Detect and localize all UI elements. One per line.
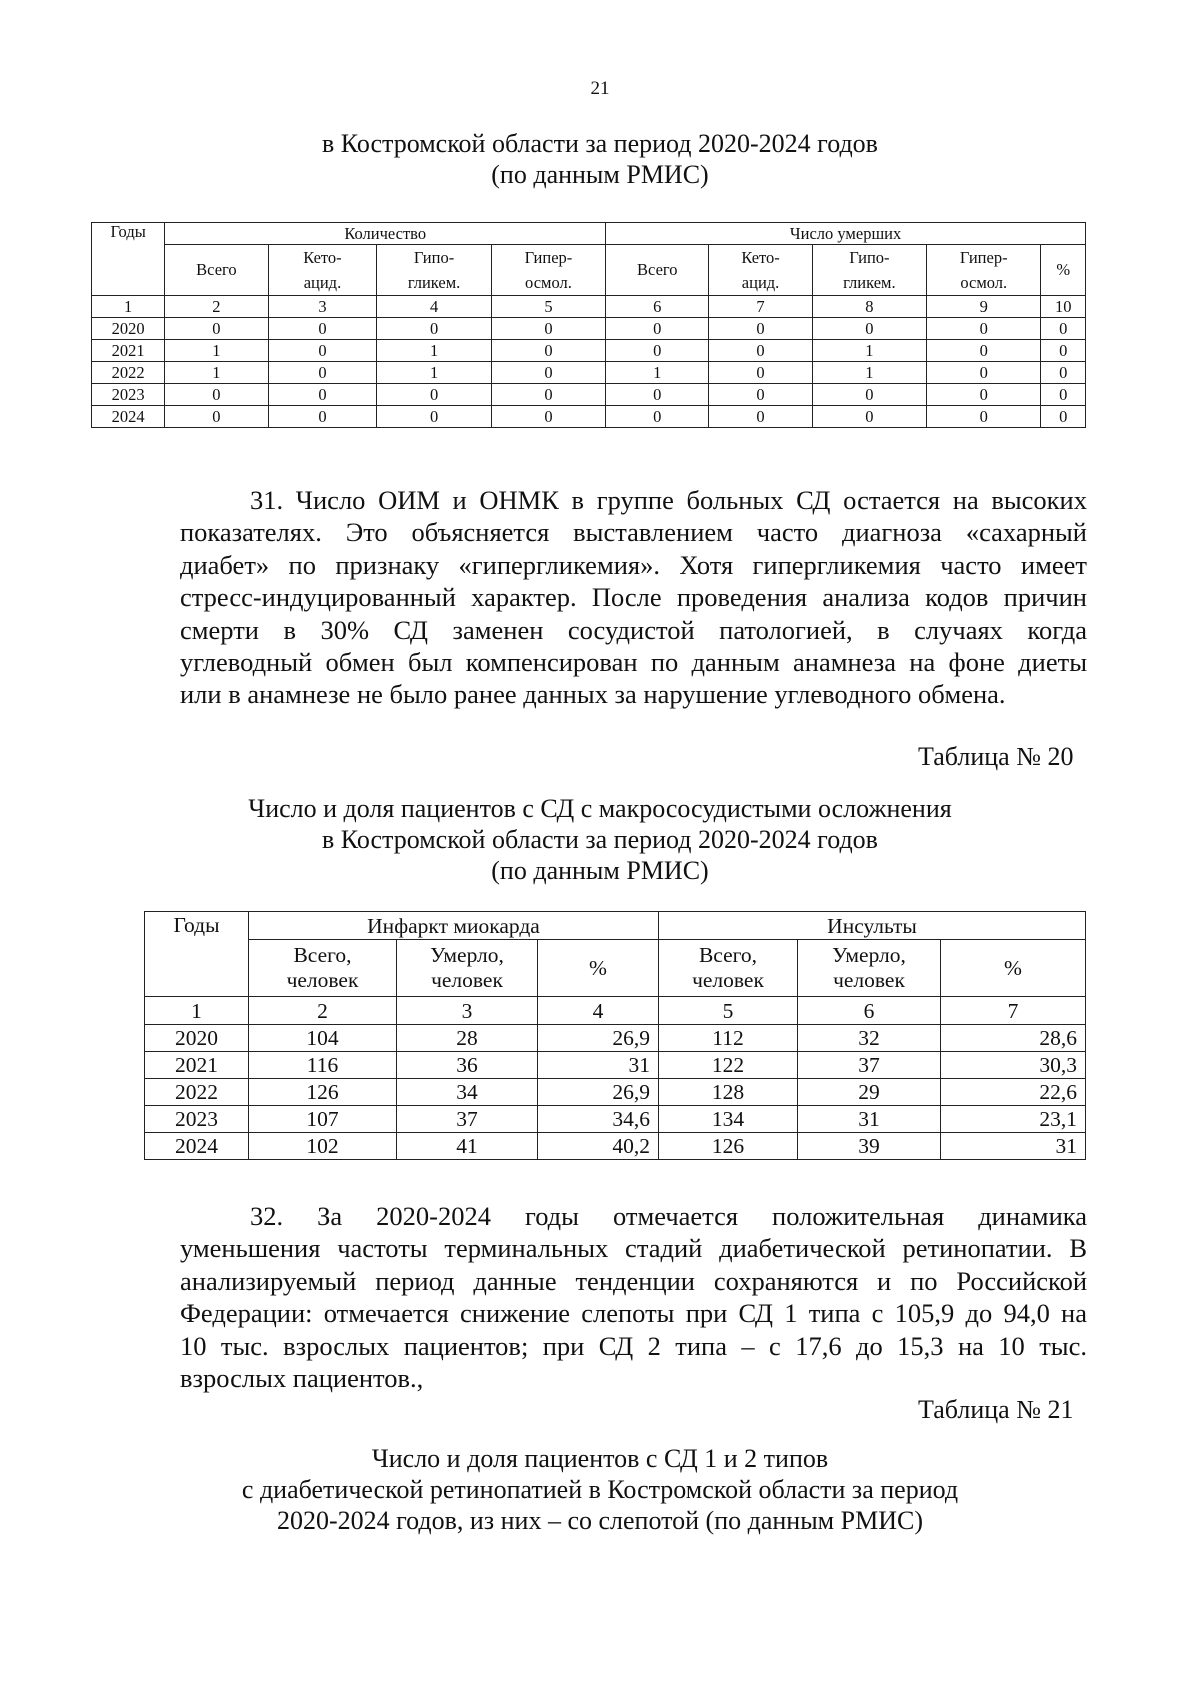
caption-line: с диабетической ретинопатией в Костромской области за период (241, 1475, 959, 1504)
paragraph-line: смерти в 30% СД заменен сосудистой патологией, в случаях когда (180, 614, 1087, 645)
column-number: 7 (941, 997, 1086, 1025)
subheader-cell: Гипо- гликем. (377, 245, 491, 296)
table-row (145, 1052, 1086, 1079)
table-cell: 0 (268, 340, 377, 362)
caption-line: Число и доля пациентов с СД с макрососудистыми осложнения (248, 794, 952, 823)
table-cell: 40,2 (538, 1133, 659, 1160)
table-row (145, 1133, 1086, 1160)
table-cell: 0 (377, 406, 491, 428)
column-number: 2 (165, 296, 268, 318)
subheader-cell: Гипер- осмол. (927, 245, 1041, 296)
column-number: 7 (709, 296, 812, 318)
column-number: 10 (1041, 296, 1086, 318)
table-cell: 0 (927, 340, 1041, 362)
table-cell: 0 (491, 406, 605, 428)
table-cell: 102 (249, 1133, 397, 1160)
table-cell: 0 (812, 406, 926, 428)
table-row (92, 406, 1086, 428)
column-number: 9 (927, 296, 1041, 318)
table20-caption (0, 793, 1200, 886)
paragraph-line: углеводный обмен был компенсирован по данным анамнеза на фоне диеты (180, 646, 1087, 677)
table-cell: 1 (377, 362, 491, 384)
table-cell: 0 (165, 384, 268, 406)
table-cell: 41 (397, 1133, 538, 1160)
caption-line: (по данным РМИС) (491, 856, 709, 885)
subheader-cell: % (1041, 245, 1086, 296)
table-cell: 0 (812, 318, 926, 340)
table-cell: 0 (1041, 318, 1086, 340)
column-number: 3 (268, 296, 377, 318)
table-cell: 26,9 (538, 1079, 659, 1106)
paragraph-line: взрослых пациентов., (180, 1362, 424, 1393)
table-cell: 31 (798, 1106, 941, 1133)
column-number: 8 (812, 296, 926, 318)
table-cell: 126 (659, 1133, 798, 1160)
header-mi: Инфаркт миокарда (249, 912, 659, 940)
table-cell: 1 (165, 340, 268, 362)
table-cell: 1 (812, 362, 926, 384)
table-cell: 1 (377, 340, 491, 362)
table-cell: 0 (165, 318, 268, 340)
subheader-cell: Гипо- гликем. (812, 245, 926, 296)
table-cell: 32 (798, 1025, 941, 1052)
table-row (92, 340, 1086, 362)
header-count: Количество (165, 223, 606, 245)
column-number: 2 (249, 997, 397, 1025)
table-cell: 29 (798, 1079, 941, 1106)
caption-line: Число и доля пациентов с СД 1 и 2 типов (371, 1444, 829, 1473)
paragraph-line: уменьшения частоты терминальных стадий диабетической ретинопатии. В (180, 1233, 1087, 1264)
table-cell: 0 (377, 318, 491, 340)
table-row (145, 1079, 1086, 1106)
table-cell: 0 (709, 362, 812, 384)
table21-caption (0, 1443, 1200, 1536)
subheader-cell: Кето- ацид. (709, 245, 812, 296)
column-number: 4 (377, 296, 491, 318)
table21-label: Таблица № 21 (918, 1395, 1074, 1424)
subheader-cell: % (941, 940, 1086, 997)
paragraph-line: 31. Число ОИМ и ОНМК в группе больных СД остается на высоких (250, 485, 1087, 515)
column-number: 6 (606, 296, 709, 318)
table-cell: 0 (1041, 384, 1086, 406)
table-row (92, 384, 1086, 406)
table-cell: 37 (397, 1106, 538, 1133)
column-number: 6 (798, 997, 941, 1025)
header-years: Годы (92, 223, 165, 296)
table-row (145, 1106, 1086, 1133)
year-cell: 2023 (92, 384, 165, 406)
table-cell: 0 (606, 384, 709, 406)
table-row (145, 1025, 1086, 1052)
table-cell: 26,9 (538, 1025, 659, 1052)
table-cell: 107 (249, 1106, 397, 1133)
table-cell: 0 (709, 384, 812, 406)
subheader-cell: Всего (606, 245, 709, 296)
subheader-cell: Кето- ацид. (268, 245, 377, 296)
table-row (92, 362, 1086, 384)
caption-line: (по данным РМИС) (491, 160, 709, 189)
column-number: 3 (397, 997, 538, 1025)
table-cell: 0 (491, 384, 605, 406)
table-cell: 134 (659, 1106, 798, 1133)
table-cell: 112 (659, 1025, 798, 1052)
year-cell: 2023 (145, 1106, 249, 1133)
year-cell: 2024 (92, 406, 165, 428)
column-number: 5 (491, 296, 605, 318)
paragraph-line: диабет» по признаку «гипергликемия». Хотя гипергликемия часто имеет (180, 549, 1087, 580)
header-years: Годы (145, 912, 249, 997)
table-cell: 34,6 (538, 1106, 659, 1133)
table-cell: 0 (709, 406, 812, 428)
table-cell: 0 (165, 406, 268, 428)
table-cell: 0 (491, 340, 605, 362)
page-number: 21 (590, 78, 610, 99)
table-cell: 31 (941, 1133, 1086, 1160)
year-cell: 2020 (92, 318, 165, 340)
table-cell: 34 (397, 1079, 538, 1106)
table-cell: 128 (659, 1079, 798, 1106)
subheader-cell: Умерло, человек (798, 940, 941, 997)
table-cell: 0 (709, 318, 812, 340)
table-cell: 1 (812, 340, 926, 362)
table-cell: 31 (538, 1052, 659, 1079)
table-cell: 0 (927, 384, 1041, 406)
table-cell: 0 (1041, 340, 1086, 362)
table-cell: 0 (812, 384, 926, 406)
caption-line: в Костромской области за период 2020-2024 годов (322, 825, 878, 854)
table-cell: 0 (709, 340, 812, 362)
table-cell: 126 (249, 1079, 397, 1106)
table-cell: 0 (606, 318, 709, 340)
table-cell: 116 (249, 1052, 397, 1079)
table-cell: 0 (268, 318, 377, 340)
table-row (92, 318, 1086, 340)
table-cell: 0 (1041, 362, 1086, 384)
table-cell: 0 (491, 318, 605, 340)
table-cell: 0 (491, 362, 605, 384)
table-cell: 0 (927, 362, 1041, 384)
table-cell: 28 (397, 1025, 538, 1052)
table-cell: 22,6 (941, 1079, 1086, 1106)
subheader-cell: Всего, человек (659, 940, 798, 997)
table-cell: 0 (606, 406, 709, 428)
caption-line: в Костромской области за период 2020-2024 годов (322, 129, 878, 158)
column-number: 5 (659, 997, 798, 1025)
column-number: 1 (92, 296, 165, 318)
paragraph-line: 32. За 2020-2024 годы отмечается положительная динамика (250, 1201, 1087, 1231)
table-cell: 37 (798, 1052, 941, 1079)
paragraph-31 (180, 484, 1087, 711)
column-number: 1 (145, 997, 249, 1025)
year-cell: 2024 (145, 1133, 249, 1160)
paragraph-line: показателях. Это объясняется выставлением часто диагноза «сахарный (180, 517, 1087, 548)
table-cell: 1 (165, 362, 268, 384)
table-cell: 0 (927, 406, 1041, 428)
year-cell: 2021 (92, 340, 165, 362)
paragraph-line: стресс-индуцированный характер. После проведения анализа кодов причин (180, 582, 1087, 613)
table-cell: 30,3 (941, 1052, 1086, 1079)
paragraph-line: 10 тыс. взрослых пациентов; при СД 2 типа – с 17,6 до 15,3 на 10 тыс. (180, 1330, 1087, 1361)
column-number: 4 (538, 997, 659, 1025)
subheader-cell: Гипер- осмол. (491, 245, 605, 296)
table-cell: 0 (268, 384, 377, 406)
table-cell: 28,6 (941, 1025, 1086, 1052)
header-deaths: Число умерших (606, 223, 1086, 245)
table-cell: 39 (798, 1133, 941, 1160)
table-cell: 0 (606, 340, 709, 362)
year-cell: 2022 (145, 1079, 249, 1106)
table-cell: 0 (268, 406, 377, 428)
caption-line: 2020-2024 годов, из них – со слепотой (по данным РМИС) (277, 1506, 923, 1535)
subheader-cell: Всего (165, 245, 268, 296)
header-stroke: Инсульты (659, 912, 1086, 940)
table-cell: 0 (1041, 406, 1086, 428)
table-cell: 122 (659, 1052, 798, 1079)
table-cell: 23,1 (941, 1106, 1086, 1133)
paragraph-line: или в анамнезе не было ранее данных за нарушение углеводного обмена. (180, 679, 1006, 710)
table-cell: 36 (397, 1052, 538, 1079)
year-cell: 2021 (145, 1052, 249, 1079)
subheader-cell: % (538, 940, 659, 997)
table-cell: 0 (927, 318, 1041, 340)
table20 (144, 911, 1086, 1160)
year-cell: 2020 (145, 1025, 249, 1052)
paragraph-line: анализируемый период данные тенденции сохраняются и по Российской (180, 1265, 1087, 1296)
year-cell: 2022 (92, 362, 165, 384)
table-cell: 1 (606, 362, 709, 384)
table19-caption (0, 128, 1200, 190)
table-cell: 0 (377, 384, 491, 406)
subheader-cell: Умерло, человек (397, 940, 538, 997)
paragraph-line: Федерации: отмечается снижение слепоты при СД 1 типа с 105,9 до 94,0 на (180, 1298, 1087, 1329)
table-cell: 104 (249, 1025, 397, 1052)
table-cell: 0 (268, 362, 377, 384)
table20-label: Таблица № 20 (918, 742, 1074, 771)
subheader-cell: Всего, человек (249, 940, 397, 997)
table19 (91, 222, 1086, 428)
paragraph-32 (180, 1200, 1087, 1394)
